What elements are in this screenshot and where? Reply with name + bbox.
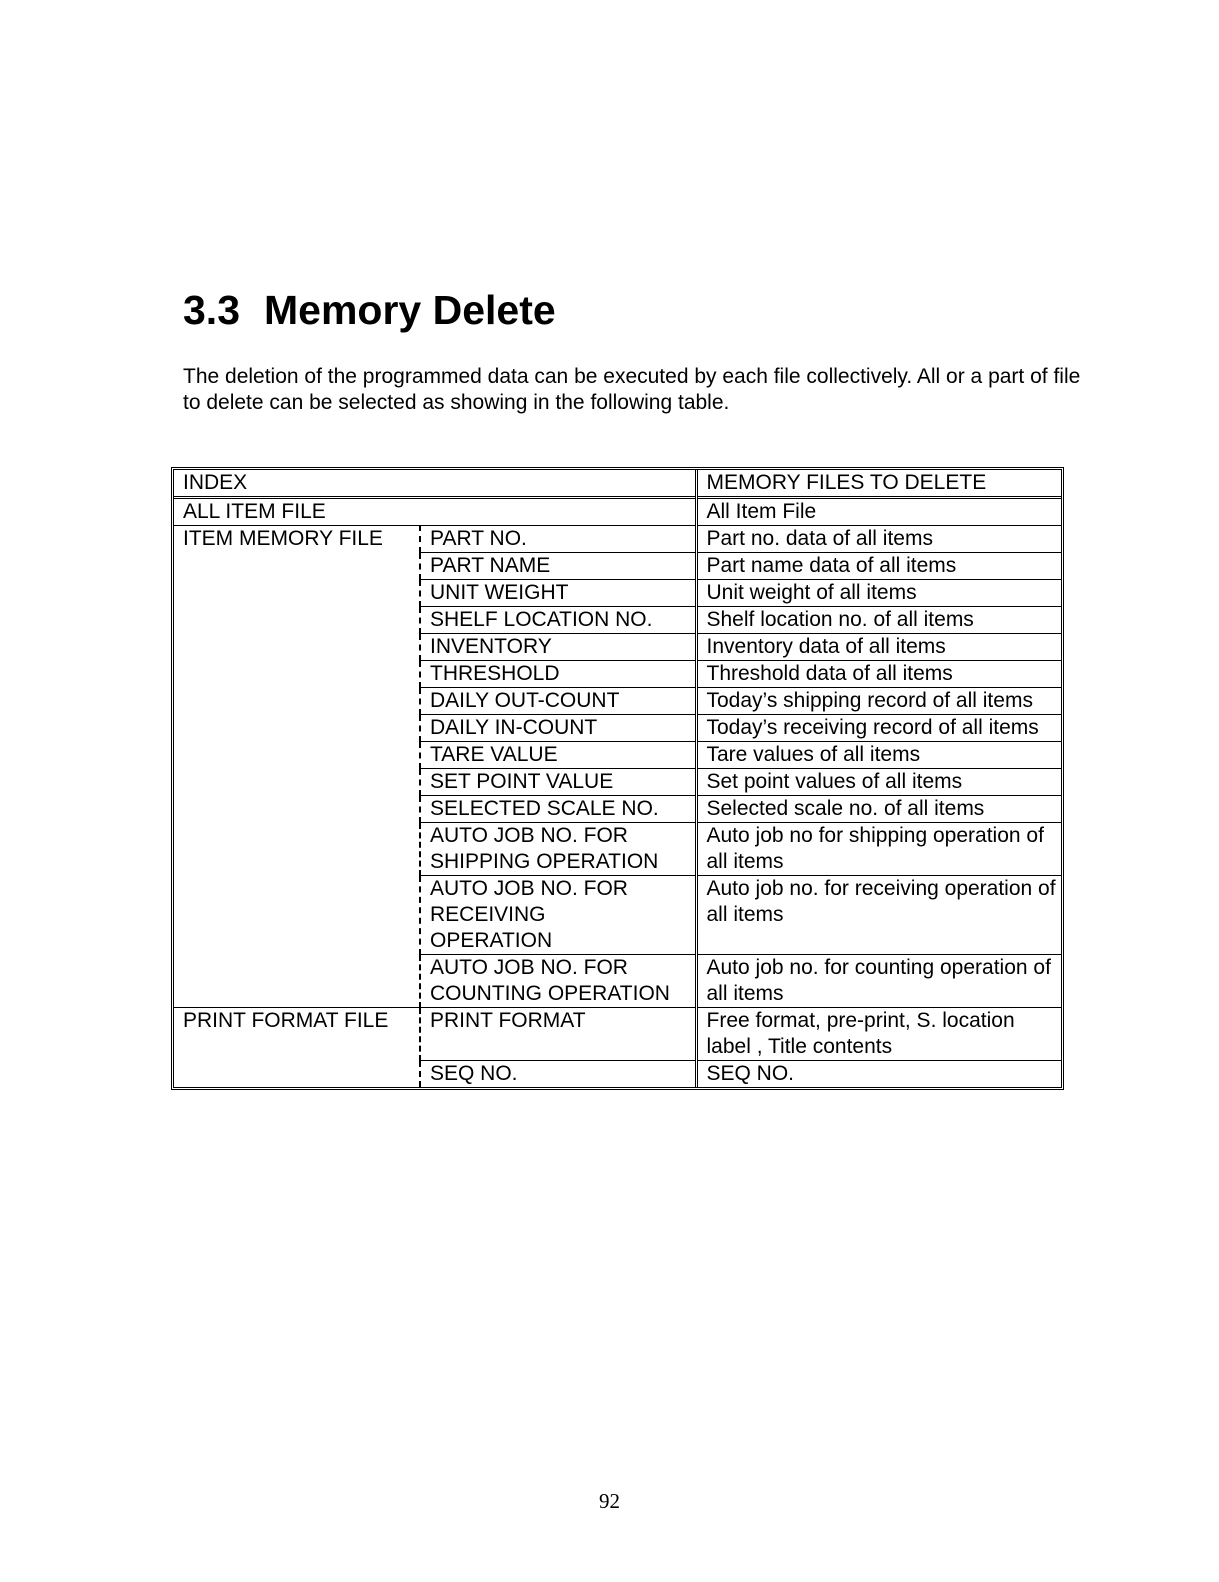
section-title: Memory Delete: [264, 287, 556, 333]
section-number: 3.3: [183, 287, 240, 333]
field-cell: SELECTED SCALE NO.: [420, 796, 696, 823]
table-row-all-item-file: [174, 498, 1061, 526]
table-row: [174, 526, 1061, 553]
field-cell: SET POINT VALUE: [420, 769, 696, 796]
delete-cell: Auto job no. for counting operation of all items: [696, 955, 1061, 1008]
delete-cell: Selected scale no. of all items: [696, 796, 1061, 823]
field-cell: TARE VALUE: [420, 742, 696, 769]
delete-cell: Shelf location no. of all items: [696, 607, 1061, 634]
delete-cell: Free format, pre-print, S. location label , Title contents: [696, 1008, 1061, 1061]
table-row: [174, 1008, 1061, 1061]
field-cell: PART NAME: [420, 553, 696, 580]
delete-cell: Unit weight of all items: [696, 580, 1061, 607]
field-cell: AUTO JOB NO. FOR SHIPPING OPERATION: [420, 823, 696, 876]
delete-cell: Part no. data of all items: [696, 526, 1061, 553]
page-number: 92: [599, 1489, 620, 1513]
intro-paragraph: The deletion of the programmed data can be executed by each file collectively. All or a part of file to delete can be selected as showing in the following table.: [183, 365, 1081, 414]
memory-delete-table: [174, 470, 1061, 1087]
field-cell: DAILY IN-COUNT: [420, 715, 696, 742]
delete-cell: Today’s shipping record of all items: [696, 688, 1061, 715]
delete-all-item-file: All Item File: [696, 498, 1061, 526]
group-print-format-file: PRINT FORMAT FILE: [174, 1008, 420, 1088]
delete-cell: Threshold data of all items: [696, 661, 1061, 688]
header-index: INDEX: [183, 471, 248, 494]
delete-cell: Auto job no. for receiving operation of all items: [696, 876, 1061, 955]
delete-cell: Today’s receiving record of all items: [696, 715, 1061, 742]
field-cell: DAILY OUT-COUNT: [420, 688, 696, 715]
delete-cell: Tare values of all items: [696, 742, 1061, 769]
field-cell: PRINT FORMAT: [420, 1008, 696, 1061]
field-cell: UNIT WEIGHT: [420, 580, 696, 607]
field-cell: AUTO JOB NO. FOR COUNTING OPERATION: [420, 955, 696, 1008]
table-header-row: [174, 470, 1061, 498]
field-cell: AUTO JOB NO. FOR RECEIVING OPERATION: [420, 876, 696, 955]
header-memory-files: MEMORY FILES TO DELETE: [696, 470, 1061, 498]
index-all-item-file: ALL ITEM FILE: [174, 498, 696, 526]
field-cell: SHELF LOCATION NO.: [420, 607, 696, 634]
delete-cell: Inventory data of all items: [696, 634, 1061, 661]
field-cell: THRESHOLD: [420, 661, 696, 688]
delete-cell: SEQ NO.: [696, 1061, 1061, 1088]
field-cell: SEQ NO.: [420, 1061, 696, 1088]
memory-delete-table-frame: [171, 467, 1064, 1090]
group-item-memory-file: ITEM MEMORY FILE: [174, 526, 420, 1008]
delete-cell: Set point values of all items: [696, 769, 1061, 796]
section-heading: [183, 284, 556, 336]
field-cell: PART NO.: [420, 526, 696, 553]
field-cell: INVENTORY: [420, 634, 696, 661]
delete-cell: Auto job no for shipping operation of all items: [696, 823, 1061, 876]
delete-cell: Part name data of all items: [696, 553, 1061, 580]
